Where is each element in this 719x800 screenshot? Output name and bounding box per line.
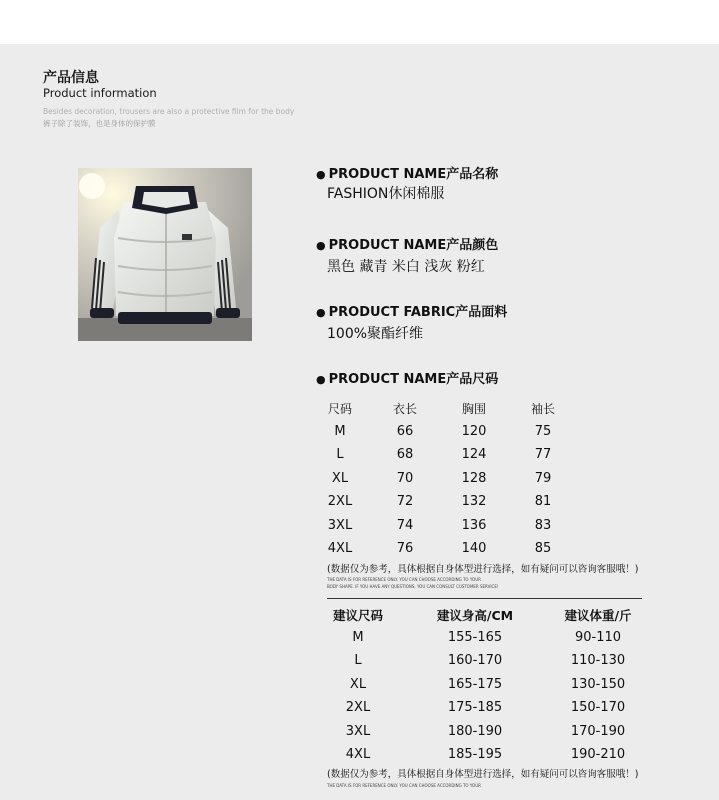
- rec-disclaimer: (数据仅为参考，具体根据自身体型进行选择，如有疑问可以咨询客服哦！): [327, 769, 639, 780]
- table-cell: M: [334, 424, 346, 439]
- table-cell: 85: [534, 541, 552, 556]
- section-title-cn: 产品信息: [43, 70, 99, 86]
- table-cell: 68: [396, 447, 414, 462]
- table-row: [326, 471, 586, 494]
- table-header: 建议体重/斤: [564, 608, 632, 623]
- table-cell: 130-150: [570, 677, 626, 692]
- table-cell: 136: [461, 518, 487, 533]
- size-disclaimer: (数据仅为参考，具体根据自身体型进行选择，如有疑问可以咨询客服哦！): [327, 564, 639, 575]
- table-cell: 72: [396, 494, 414, 509]
- table-cell: 77: [534, 447, 552, 462]
- product-fabric-heading: [316, 301, 507, 320]
- table-cell: XL: [331, 471, 349, 486]
- table-header-row: [330, 606, 650, 629]
- table-cell: 124: [461, 447, 487, 462]
- table-cell: 120: [461, 424, 487, 439]
- table-header: 尺码: [327, 402, 352, 416]
- product-color-label: PRODUCT NAME产品颜色: [328, 238, 499, 253]
- table-row: [326, 424, 586, 447]
- table-cell: 4XL: [327, 541, 353, 556]
- table-row: [330, 724, 650, 747]
- table-cell: M: [352, 630, 364, 645]
- table-header: 建议身高/CM: [436, 608, 514, 623]
- table-cell: 2XL: [327, 494, 353, 509]
- table-cell: 90-110: [574, 630, 622, 645]
- table-cell: 165-175: [447, 677, 503, 692]
- bullet-icon: ●: [316, 306, 326, 319]
- table-row: [330, 630, 650, 653]
- table-cell: 175-185: [447, 700, 503, 715]
- table-row: [330, 700, 650, 723]
- product-photo: [78, 168, 252, 341]
- table-cell: 4XL: [345, 747, 371, 762]
- table-cell: 3XL: [345, 724, 371, 739]
- table-cell: 75: [534, 424, 552, 439]
- table-cell: 74: [396, 518, 414, 533]
- table-cell: 70: [396, 471, 414, 486]
- table-row: [326, 494, 586, 517]
- size-fine-print-2: BODY SHAPE. IF YOU HAVE ANY QUESTIONS, YOU CAN CONSULT CUSTOMER SERVICE!: [327, 584, 499, 589]
- table-cell: 132: [461, 494, 487, 509]
- table-cell: 140: [461, 541, 487, 556]
- top-white-strip: [0, 0, 719, 44]
- table-header-row: [326, 400, 586, 423]
- table-cell: 66: [396, 424, 414, 439]
- table-header: 胸围: [461, 402, 486, 416]
- table-row: [330, 677, 650, 700]
- table-cell: L: [336, 447, 344, 462]
- rec-fine-print-1: THE DATA IS FOR REFERENCE ONLY. YOU CAN CHOOSE ACCORDING TO YOUR: [327, 783, 481, 788]
- table-cell: 128: [461, 471, 487, 486]
- table-cell: 83: [534, 518, 552, 533]
- table-cell: 79: [534, 471, 552, 486]
- table-divider: [327, 598, 642, 599]
- section-note-en: Besides decoration, trousers are also a protective film for the body: [43, 107, 295, 116]
- table-cell: 3XL: [327, 518, 353, 533]
- table-cell: 180-190: [447, 724, 503, 739]
- product-size-heading: [316, 368, 498, 387]
- table-cell: 110-130: [570, 653, 626, 668]
- size-fine-print-1: THE DATA IS FOR REFERENCE ONLY. YOU CAN CHOOSE ACCORDING TO YOUR: [327, 577, 481, 582]
- table-header: 建议尺码: [332, 608, 383, 623]
- product-color-value: 黑色 藏青 米白 浅灰 粉红: [327, 259, 485, 275]
- product-name-label: PRODUCT NAME产品名称: [328, 167, 499, 182]
- table-cell: XL: [349, 677, 367, 692]
- table-row: [330, 653, 650, 676]
- table-cell: 160-170: [447, 653, 503, 668]
- table-row: [326, 447, 586, 470]
- product-name-value: FASHION休闲棉服: [327, 186, 445, 202]
- table-cell: 150-170: [570, 700, 626, 715]
- bullet-icon: ●: [316, 168, 326, 181]
- product-fabric-label: PRODUCT FABRIC产品面料: [328, 305, 508, 320]
- table-cell: 2XL: [345, 700, 371, 715]
- bullet-icon: ●: [316, 239, 326, 252]
- table-cell: 76: [396, 541, 414, 556]
- product-fabric-value: 100%聚酯纤维: [327, 326, 424, 342]
- bullet-icon: ●: [316, 373, 326, 386]
- table-cell: 155-165: [447, 630, 503, 645]
- section-title-en: Product information: [43, 86, 157, 100]
- product-name-heading: [316, 163, 498, 182]
- table-header: 衣长: [392, 402, 417, 416]
- table-cell: 190-210: [570, 747, 626, 762]
- table-cell: 185-195: [447, 747, 503, 762]
- table-cell: 81: [534, 494, 552, 509]
- table-header: 袖长: [530, 402, 555, 416]
- table-cell: L: [354, 653, 362, 668]
- product-color-heading: [316, 234, 498, 253]
- product-size-label: PRODUCT NAME产品尺码: [328, 372, 499, 387]
- table-cell: 170-190: [570, 724, 626, 739]
- table-row: [326, 518, 586, 541]
- section-note-cn: 裤子除了装饰，也是身体的保护膜: [43, 119, 156, 128]
